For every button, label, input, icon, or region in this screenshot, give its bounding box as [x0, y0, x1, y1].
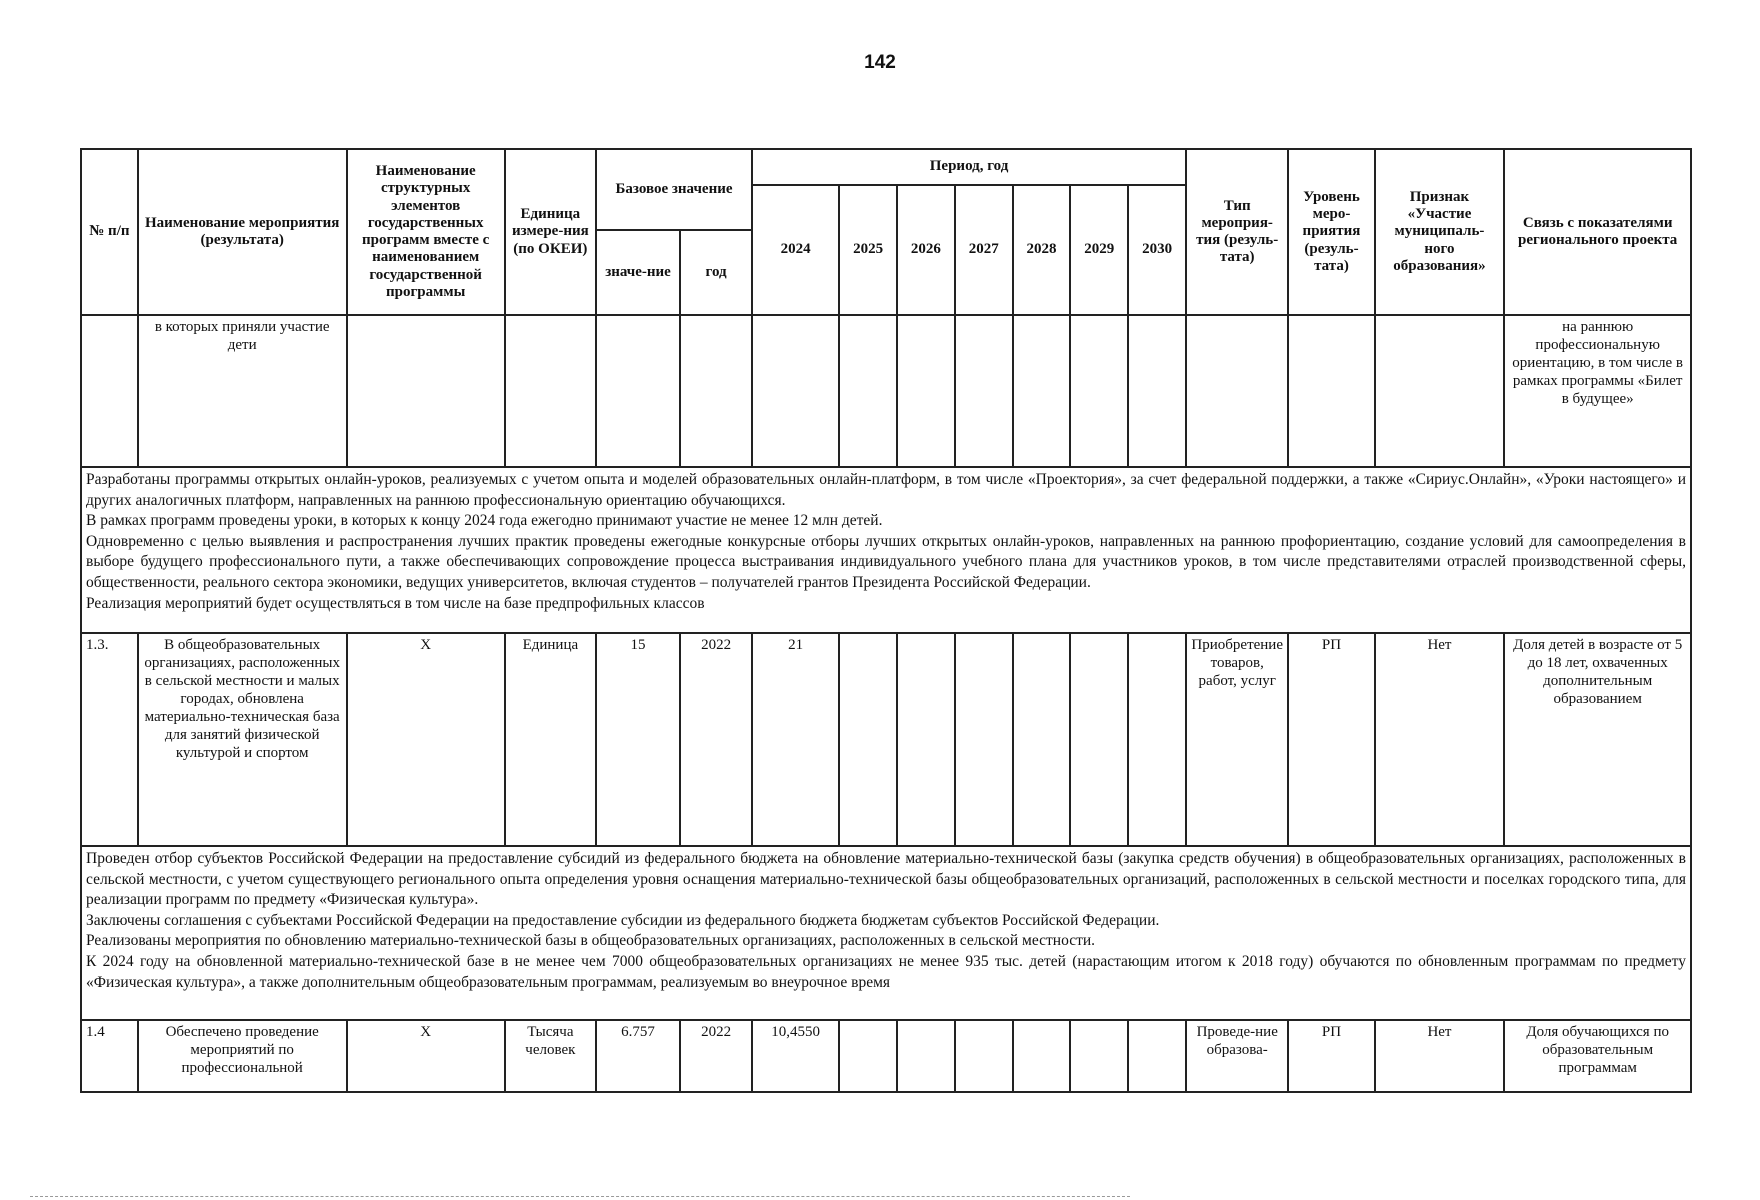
row-2024: 10,4550: [752, 1020, 839, 1092]
header-link: Связь с показателями регионального проекта: [1504, 149, 1691, 315]
row-2024: 21: [752, 633, 839, 846]
header-year: 2030: [1128, 185, 1186, 315]
description-block-1: [81, 467, 1691, 633]
description-paragraph: Разработаны программы открытых онлайн-уроков, реализуемых с учетом опыта и моделей образовательных онлайн-платформ, в том числе «Проектория», за счет федеральной поддержки, а также «Сириус.Онлайн», «Уроки настоящего» и других аналогичных платформ, направленных на раннюю профессиональную ориентацию обучающихся.: [86, 471, 1686, 509]
row-cont-link: на раннюю профессиональную ориентацию, в том числе в рамках программы «Билет в будущее»: [1504, 315, 1691, 467]
row-unit: Тысяча человек: [505, 1020, 596, 1092]
header-year: 2029: [1070, 185, 1128, 315]
row-structural: X: [347, 633, 505, 846]
header-level: Уровень меро-приятия (резуль-тата): [1288, 149, 1374, 315]
row-structural: X: [347, 1020, 505, 1092]
row-num: 1.3.: [81, 633, 138, 846]
row-type: Приобретение товаров, работ, услуг: [1186, 633, 1288, 846]
row-base-year: 2022: [680, 633, 752, 846]
description-paragraph: В рамках программ проведены уроки, в которых к концу 2024 года ежегодно принимают участие не менее 12 млн детей.: [86, 512, 883, 530]
description-paragraph: Заключены соглашения с субъектами Российской Федерации на предоставление субсидии из федерального бюджета бюджетам субъектов Российской Федерации.: [86, 911, 1160, 929]
row-level: РП: [1288, 633, 1374, 846]
row-name: В общеобразовательных организациях, расположенных в сельской местности и малых городах, обновлена материально-техническая база для занятий физической культурой и спортом: [138, 633, 347, 846]
table-row: [81, 467, 1691, 633]
description-block-2: [81, 846, 1691, 1020]
row-base-year: 2022: [680, 1020, 752, 1092]
row-base-value: 15: [596, 633, 680, 846]
row-level: РП: [1288, 1020, 1374, 1092]
header-year: 2024: [752, 185, 839, 315]
header-year: 2028: [1013, 185, 1071, 315]
row-type: Проведе-ние образова-: [1186, 1020, 1288, 1092]
header-year: 2027: [955, 185, 1013, 315]
header-municipal: Признак «Участие муниципаль-ного образования»: [1375, 149, 1505, 315]
row-municipal: Нет: [1375, 633, 1505, 846]
header-structural: Наименование структурных элементов государственных программ вместе с наименованием государственной программы: [347, 149, 505, 315]
description-paragraph: Проведен отбор субъектов Российской Федерации на предоставление субсидий из федерального бюджета на обновление материально-технической базы (закупка средств обучения) в общеобразовательных организациях, расположенных в сельской местности, с учетом существующего регионального опыта определения уровня оснащения материально-технической базы общеобразовательных организаций, расположенных в сельской местности и поселках городского типа, для реализации программ по предмету «Физическая культура».: [86, 850, 1686, 909]
scan-artifact-line: [30, 1196, 1130, 1197]
table-row: [81, 633, 1691, 846]
description-paragraph: Реализованы мероприятия по обновлению материально-технической базы в общеобразовательных организациях, расположенных в сельской местности.: [86, 932, 1096, 950]
page-number: 142: [864, 52, 896, 73]
header-num: № п/п: [81, 149, 138, 315]
table-row: [81, 1020, 1691, 1092]
header-base: Базовое значение: [596, 149, 752, 230]
header-type: Тип мероприя-тия (резуль-тата): [1186, 149, 1288, 315]
row-cont-name: в которых приняли участие дети: [138, 315, 347, 467]
header-name: Наименование мероприятия (результата): [138, 149, 347, 315]
row-municipal: Нет: [1375, 1020, 1505, 1092]
description-paragraph: Одновременно с целью выявления и распространения лучших практик проведены ежегодные конкурсные отборы лучших открытых онлайн-уроков, направленных на раннюю профориентацию, создание условий для самоопределения в выборе будущего профессионального пути, а также обеспечивающих сопровождение процесса выстраивания индивидуального учебного плана для участников уроков, в том числе представителями отраслей производственной сферы, общественности, реального сектора экономики, ведущих университетов, включая студентов – получателей грантов Президента Российской Федерации.: [86, 532, 1686, 592]
row-link: Доля обучающихся по образовательным программам: [1504, 1020, 1691, 1092]
events-table: [80, 148, 1692, 1093]
header-period: Период, год: [752, 149, 1186, 185]
header-unit: Единица измере-ния (по ОКЕИ): [505, 149, 596, 315]
header-year: 2025: [839, 185, 897, 315]
row-name: Обеспечено проведение мероприятий по профессиональной: [138, 1020, 347, 1092]
row-link: Доля детей в возрасте от 5 до 18 лет, охваченных дополнительным образованием: [1504, 633, 1691, 846]
row-unit: Единица: [505, 633, 596, 846]
table-row: [81, 315, 1691, 467]
row-base-value: 6.757: [596, 1020, 680, 1092]
table-row: [81, 846, 1691, 1020]
description-paragraph: К 2024 году на обновленной материально-технической базе в не менее чем 7000 общеобразовательных организациях не менее 935 тыс. детей (нарастающим итогом к 2018 году) обучаются по обновленным программам по предмету «Физическая культура», а также дополнительным общеобразовательным программам, реализуемым во внеурочное время: [86, 953, 1686, 991]
header-base-value: значе-ние: [596, 230, 680, 315]
header-base-year: год: [680, 230, 752, 315]
description-paragraph: Реализация мероприятий будет осуществляться в том числе на базе предпрофильных классов: [86, 594, 705, 612]
row-num: 1.4: [81, 1020, 138, 1092]
header-year: 2026: [897, 185, 955, 315]
